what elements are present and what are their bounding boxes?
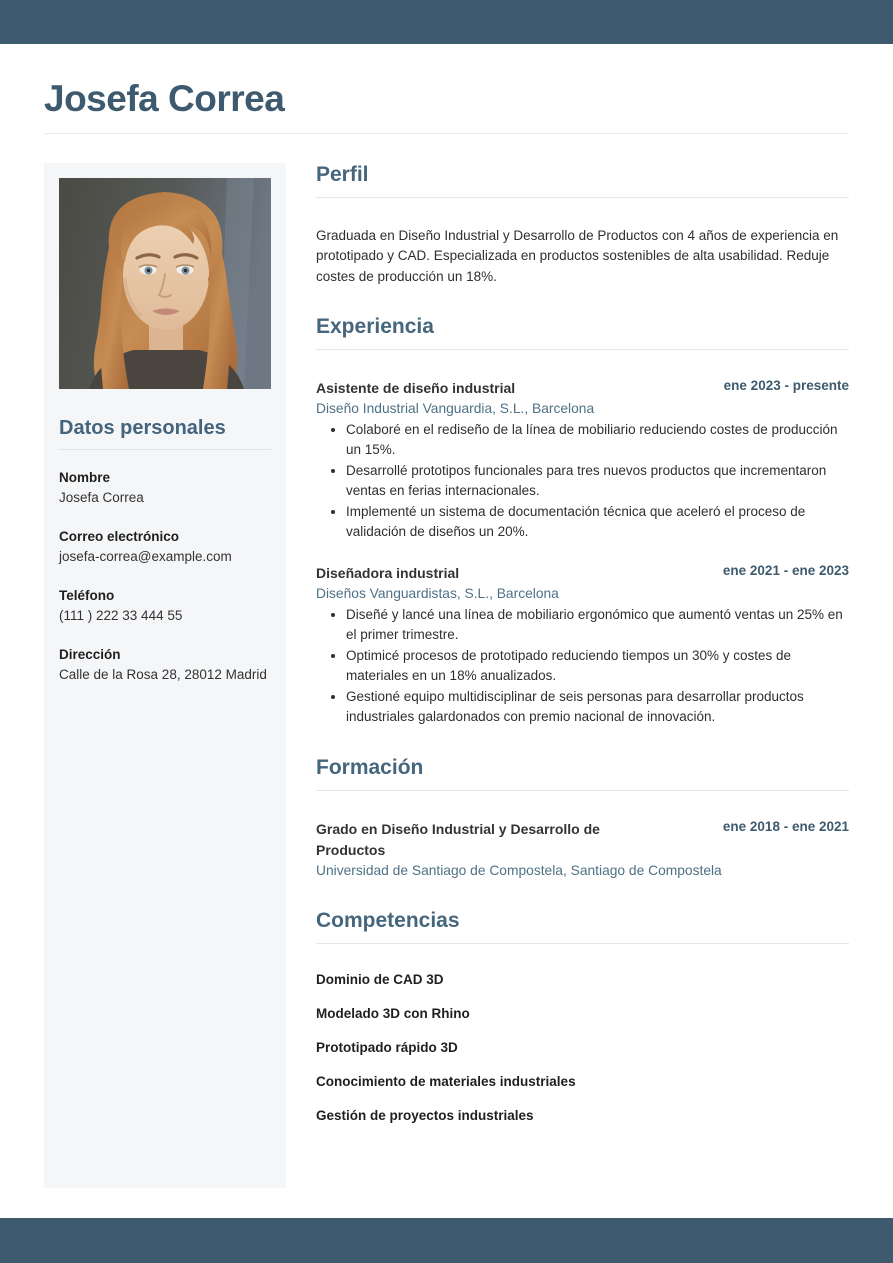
section-competencias <box>316 909 849 1123</box>
job-title: Asistente de diseño industrial <box>316 380 516 397</box>
job-bullet: • Desarrollé prototipos funcionales para tres nuevos productos que incrementaron ventas en ferias internacionales. <box>346 461 849 502</box>
job-bullet: • Implementé un sistema de documentación técnica que aceleró el proceso de validación de diseños un 20%. <box>346 502 849 543</box>
name-divider <box>44 133 849 134</box>
education-entry <box>316 819 849 882</box>
contact-field-nombre <box>59 468 271 509</box>
footer-accent-bar <box>0 1218 893 1263</box>
top-accent-bar <box>0 0 893 44</box>
skill-item: Conocimiento de materiales industriales <box>316 1074 576 1090</box>
name-block <box>44 44 849 134</box>
job-bullet: • Diseñé y lancé una línea de mobiliario ergonómico que aumentó ventas un 25% en el primer trimestre. <box>346 605 849 646</box>
field-label: Nombre <box>59 469 111 485</box>
skill-item: Prototipado rápido 3D <box>316 1040 458 1056</box>
job-bullet-list <box>316 420 849 543</box>
candidate-name: Josefa Correa <box>44 78 285 119</box>
degree-school: Universidad de Santiago de Compostela, Santiago de Compostela <box>316 862 722 878</box>
skill-item: Modelado 3D con Rhino <box>316 1006 470 1022</box>
degree-dates: ene 2018 - ene 2021 <box>722 818 849 834</box>
section-perfil <box>316 163 849 288</box>
section-title-perfil: Perfil <box>316 163 849 198</box>
degree-title: Grado en Diseño Industrial y Desarrollo de Productos <box>316 820 600 858</box>
job-dates: ene 2023 - presente <box>723 378 849 394</box>
job-dates: ene 2021 - ene 2023 <box>722 562 849 578</box>
job-bullet-list <box>316 605 849 728</box>
job-bullet: • Colaboré en el rediseño de la línea de mobiliario reduciendo costes de producción un 15%. <box>346 420 849 461</box>
section-title-experiencia: Experiencia <box>316 315 849 350</box>
section-title-formacion: Formación <box>316 756 849 791</box>
field-value: (111 ) 222 33 444 55 <box>59 608 183 624</box>
contact-field-email <box>59 527 271 568</box>
job-bullet: • Optimicé procesos de prototipado reduciendo tiempos un 30% y costes de materiales en un 18% anualizados. <box>346 646 849 687</box>
profile-summary: Graduada en Diseño Industrial y Desarrollo de Productos con 4 años de experiencia en prototipado y CAD. Especializada en productos sostenibles de alta usabilidad. Reduje costes de producción un 18%. <box>316 227 839 284</box>
field-label: Teléfono <box>59 587 115 603</box>
skill-item: Gestión de proyectos industriales <box>316 1108 534 1124</box>
experience-entry <box>316 563 849 728</box>
job-title: Diseñadora industrial <box>316 564 460 581</box>
job-bullet: • Gestioné equipo multidisciplinar de seis personas para desarrollar productos industriales galardonados con premio nacional de innovación. <box>346 687 849 728</box>
job-company: Diseños Vanguardistas, S.L., Barcelona <box>316 585 559 601</box>
contact-field-telefono <box>59 586 271 627</box>
job-company: Diseño Industrial Vanguardia, S.L., Barcelona <box>316 401 595 417</box>
field-label: Dirección <box>59 646 121 662</box>
experience-entry <box>316 378 849 543</box>
contact-field-direccion <box>59 645 271 686</box>
field-label: Correo electrónico <box>59 528 180 544</box>
profile-photo-illustration <box>59 178 271 389</box>
personal-data-panel <box>44 163 286 1188</box>
section-title-competencias: Competencias <box>316 909 849 944</box>
page-content <box>0 44 893 1188</box>
field-value: Josefa Correa <box>59 490 144 506</box>
columns <box>44 163 849 1188</box>
field-value: josefa-correa@example.com <box>59 549 232 565</box>
field-value: Calle de la Rosa 28, 28012 Madrid <box>59 667 267 683</box>
main-column <box>316 163 849 1188</box>
section-formacion <box>316 756 849 882</box>
profile-photo <box>59 178 271 389</box>
sidebar-section-title: Datos personales <box>59 417 271 450</box>
skill-item: Dominio de CAD 3D <box>316 972 444 988</box>
section-experiencia <box>316 315 849 728</box>
